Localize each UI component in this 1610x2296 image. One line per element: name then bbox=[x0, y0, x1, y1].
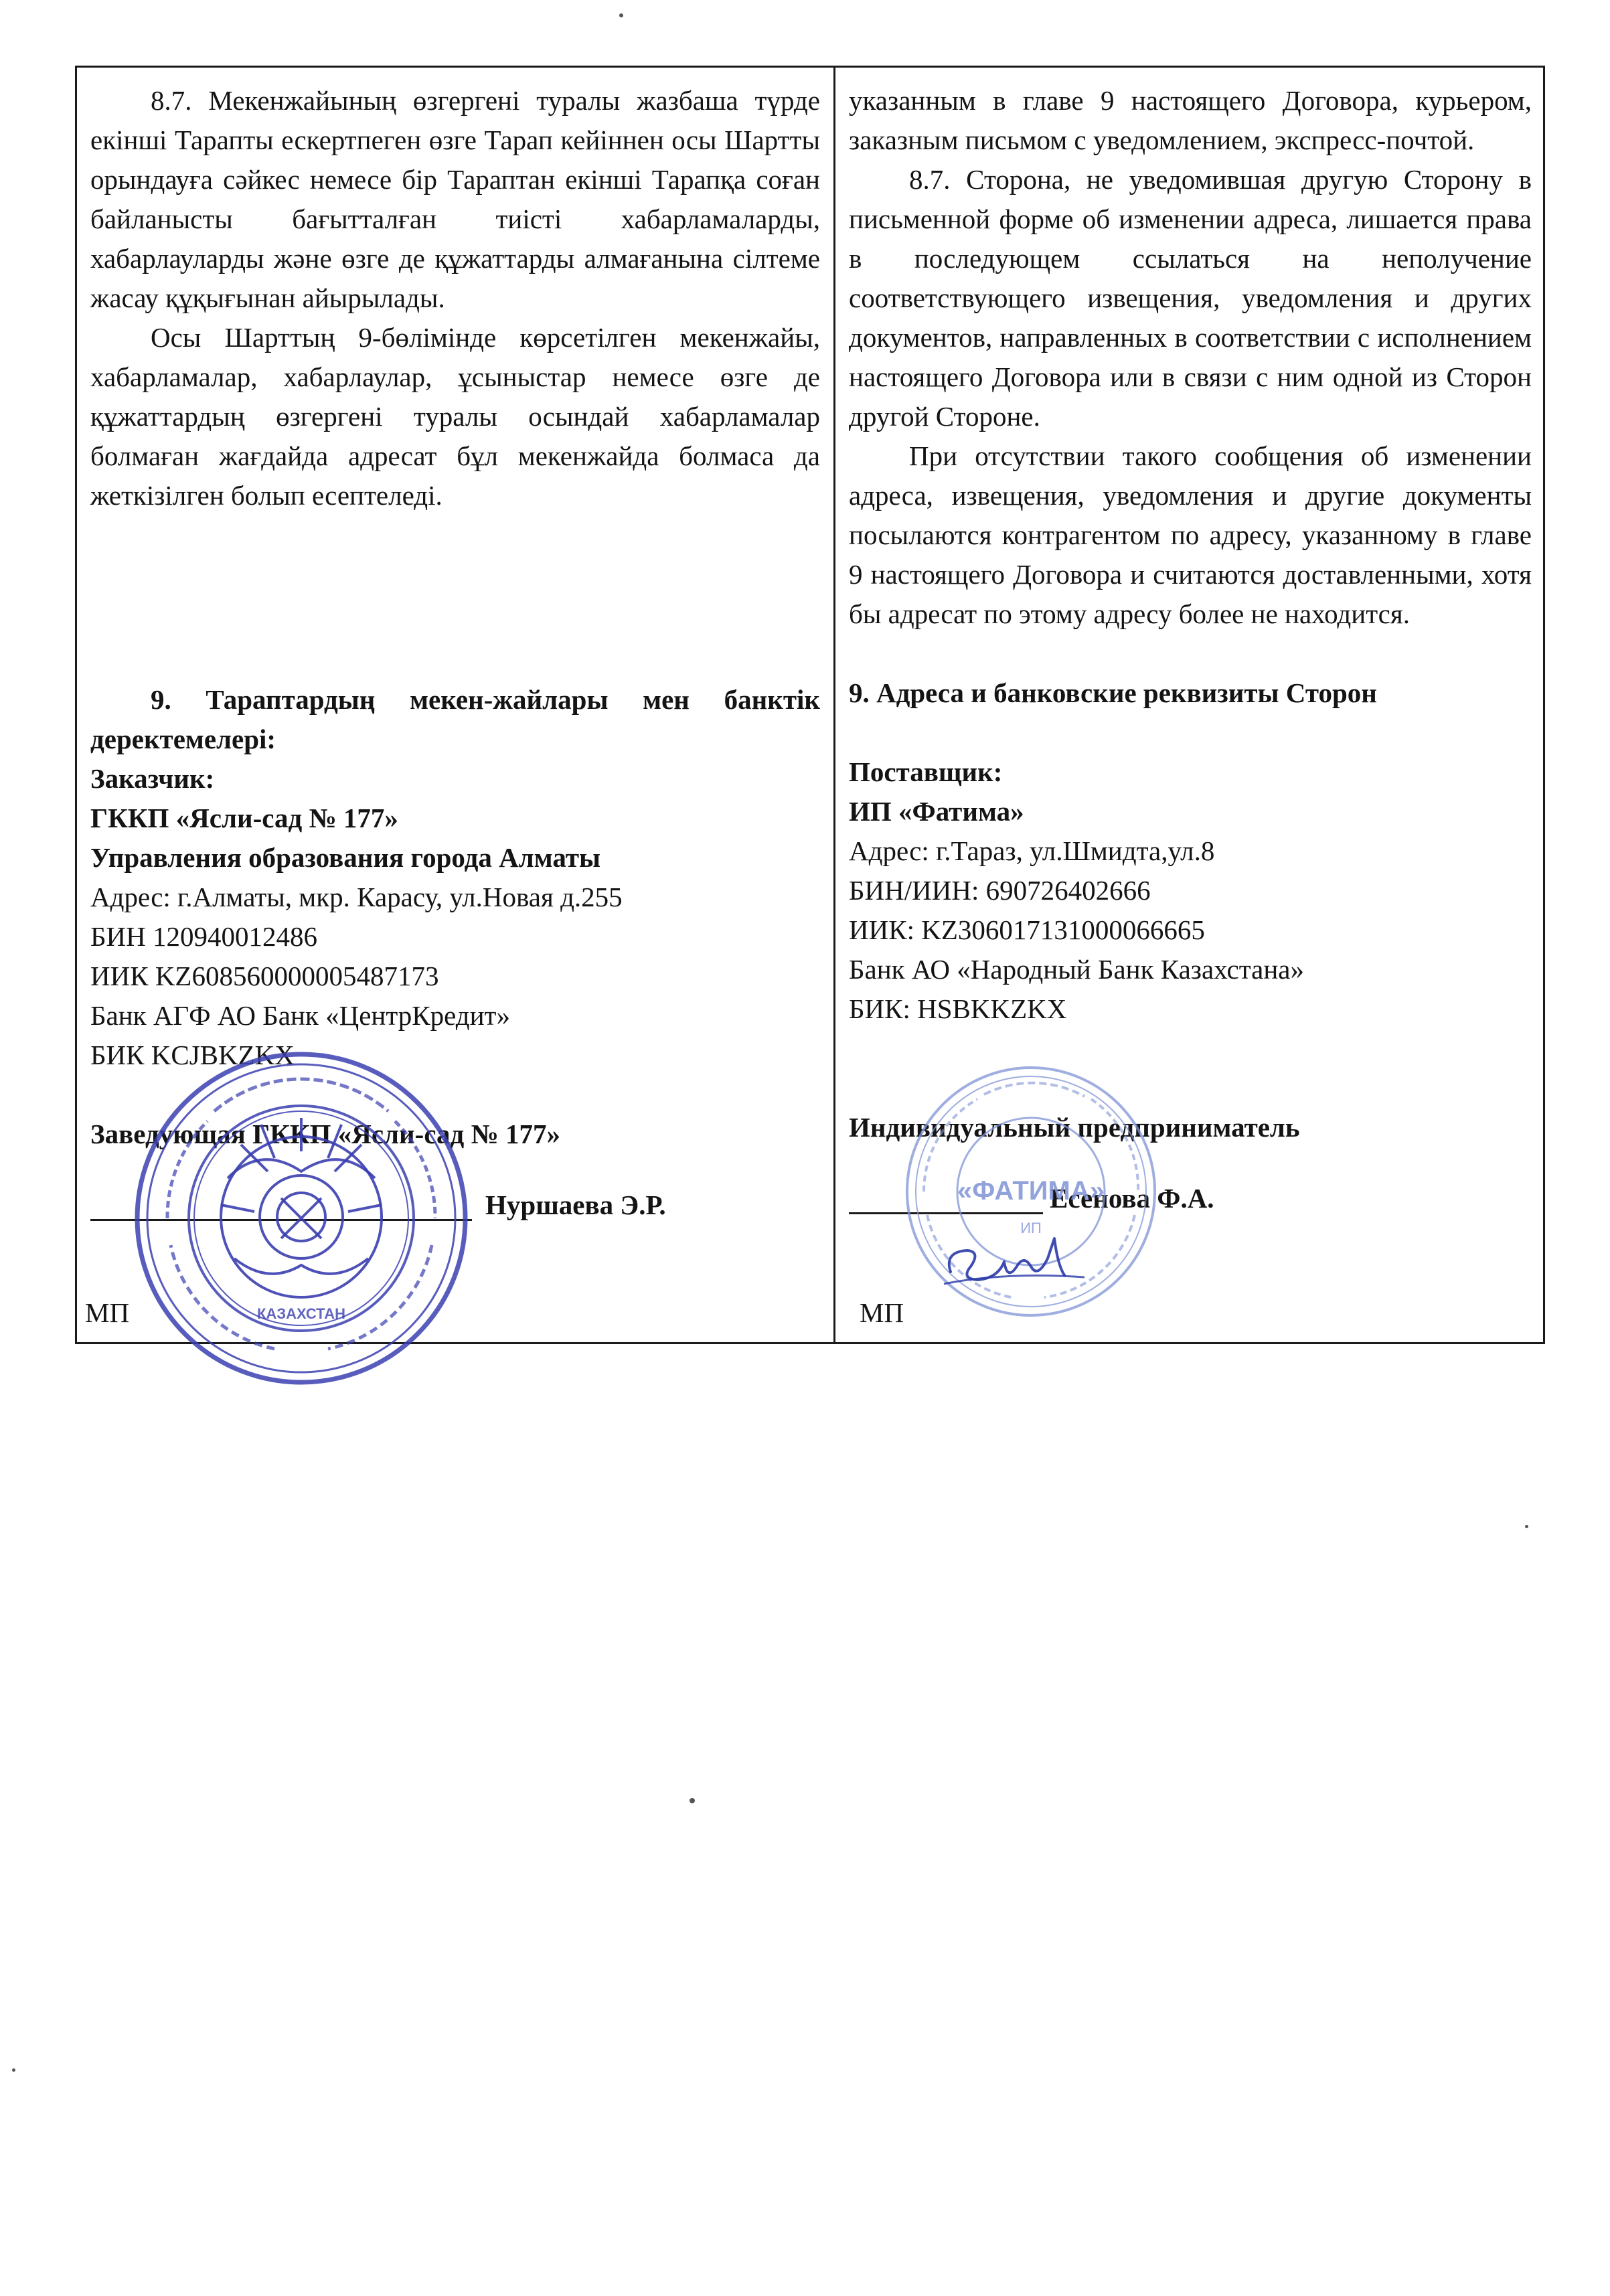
signatory-name-supplier: Есенова Ф.А. bbox=[1050, 1183, 1214, 1214]
clause-continuation-ru: указанным в главе 9 настоящего Договора, курьером, заказным письмом с уведомлением, экспресс-почтой. bbox=[849, 85, 1532, 155]
clause-8-7-kz-paragraph-2: Осы Шарттың 9-бөлімінде көрсетілген мекенжайы, хабарламалар, хабарлаулар, ұсыныстар немесе өзге де құжаттардың өзгергені туралы осындай хабарламалар болмаған жағдайда адресат бұл мекенжайда болмаса да жеткізілген болып есептеледі. bbox=[90, 322, 820, 511]
contract-table bbox=[75, 66, 1545, 1344]
bank-supplier: Банк АО «Народный Банк Казахстана» bbox=[849, 954, 1304, 985]
scan-speck bbox=[1525, 1525, 1528, 1528]
iik-customer: ИИК KZ608560000005487173 bbox=[90, 961, 439, 991]
clause-8-7-ru-paragraph-2: При отсутствии такого сообщения об изменении адреса, извещения, уведомления и другие документы посылаются контрагентом по адресу, указанному в главе 9 настоящего Договора и считаются доставленными, хотя бы адресат по этому адресу более не находится. bbox=[849, 440, 1532, 629]
bank-customer: Банк АГФ АО Банк «ЦентрКредит» bbox=[90, 1000, 510, 1031]
stamp-company-name: «ФАТИМА» bbox=[957, 1176, 1105, 1206]
party-org-customer: Управления образования города Алматы bbox=[90, 842, 601, 873]
signature-block-supplier bbox=[849, 1166, 1532, 1226]
section-9-heading-ru: 9. Адреса и банковские реквизиты Сторон bbox=[849, 677, 1377, 708]
party-role-supplier: Поставщик: bbox=[849, 756, 1003, 787]
svg-text:КАЗАХСТАН: КАЗАХСТАН bbox=[257, 1305, 345, 1322]
mp-customer: МП bbox=[85, 1297, 130, 1328]
clause-8-7-ru: 8.7. Сторона, не уведомившая другую Сторону в письменной форме об изменении адреса, лишается права в последующем ссылаться на неполучение соответствующего извещения, уведомления и других документов, направленных в соответствии с исполнением настоящего Договора или в связи с ним одной из Сторон другой Стороне. bbox=[849, 164, 1532, 432]
party-name-supplier: ИП «Фатима» bbox=[849, 796, 1024, 827]
party-name-customer: ГККП «Ясли-сад № 177» bbox=[90, 803, 398, 833]
left-column-kz bbox=[77, 68, 835, 1342]
mp-supplier: МП bbox=[860, 1297, 904, 1328]
signatory-name-customer: Нуршаева Э.Р. bbox=[485, 1190, 666, 1220]
bin-supplier: БИН/ИИН: 690726402666 bbox=[849, 875, 1151, 906]
party-role-customer: Заказчик: bbox=[90, 763, 215, 794]
signatory-title-customer: Заведующая ГККП «Ясли-сад № 177» bbox=[90, 1119, 560, 1149]
right-column-ru bbox=[835, 68, 1545, 1342]
clause-8-7-kz: 8.7. Мекенжайының өзгергені туралы жазбаша түрде екінші Тарапты ескертпеген өзге Тарап кейіннен осы Шартты орындауға сәйкес немесе бір Тараптан екінші Тарапқа соған байланысты бағытталған тиісті хабарламаларды, хабарлауларды және өзге де құжаттарды алмағанына сілтеме жасау құқығынан айырылады. bbox=[90, 85, 820, 313]
signature-block-customer bbox=[90, 1173, 820, 1233]
bik-supplier: БИК: HSBKKZKX bbox=[849, 993, 1067, 1024]
iik-supplier: ИИК: KZ306017131000066665 bbox=[849, 914, 1205, 945]
scan-speck bbox=[619, 13, 623, 17]
bik-customer: БИК KCJBKZKX bbox=[90, 1040, 295, 1070]
signature-line-supplier bbox=[849, 1212, 1043, 1214]
signatory-title-supplier: Индивидуальный предприниматель bbox=[849, 1112, 1300, 1143]
scan-speck bbox=[690, 1798, 695, 1803]
signature-line-customer bbox=[90, 1219, 472, 1221]
bin-customer: БИН 120940012486 bbox=[90, 921, 318, 952]
scan-speck bbox=[12, 2068, 15, 2072]
section-9-heading-kz: 9. Тараптардың мекен-жайлары мен банктік деректемелері: bbox=[90, 684, 820, 754]
stamp-small-label: ИП bbox=[1020, 1220, 1042, 1236]
address-customer: Адрес: г.Алматы, мкр. Карасу, ул.Новая д.255 bbox=[90, 882, 623, 912]
address-supplier: Адрес: г.Тараз, ул.Шмидта,ул.8 bbox=[849, 835, 1215, 866]
